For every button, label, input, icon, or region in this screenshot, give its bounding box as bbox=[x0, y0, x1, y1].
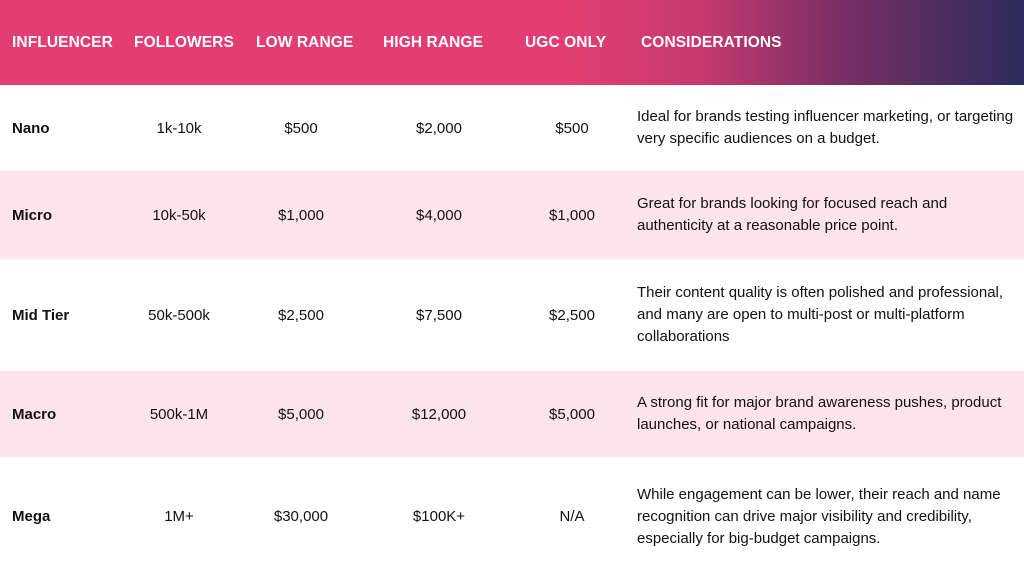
row-low-range: $30,000 bbox=[273, 508, 329, 525]
row-influencer-name: Mega bbox=[12, 508, 51, 525]
row-considerations: While engagement can be lower, their reach and name recognition can drive major visibility and credibility, especially for big-budget campaigns. bbox=[637, 485, 1001, 547]
header-followers: FOLLOWERS bbox=[134, 34, 234, 51]
row-low-range: $500 bbox=[284, 119, 318, 137]
table-row bbox=[0, 259, 1024, 371]
row-ugc-only: $500 bbox=[555, 119, 589, 137]
row-high-range: $12,000 bbox=[411, 405, 467, 423]
row-high-range: $2,000 bbox=[416, 119, 462, 137]
row-followers: 1M+ bbox=[164, 508, 194, 525]
row-followers: 500k-1M bbox=[149, 405, 209, 423]
row-high-range: $7,500 bbox=[416, 306, 462, 324]
row-followers: 1k-10k bbox=[156, 119, 202, 137]
row-low-range: $2,500 bbox=[278, 306, 324, 324]
header-ugc-only: UGC ONLY bbox=[525, 34, 607, 51]
table-row bbox=[0, 171, 1024, 259]
row-considerations: Great for brands looking for focused reach and authenticity at a reasonable price point. bbox=[637, 195, 948, 234]
row-influencer-name: Micro bbox=[12, 206, 53, 224]
row-followers: 50k-500k bbox=[148, 306, 210, 324]
header-low-range: LOW RANGE bbox=[256, 34, 354, 51]
row-high-range: $100K+ bbox=[412, 508, 466, 525]
row-influencer-name: Macro bbox=[12, 405, 57, 423]
row-influencer-name: Nano bbox=[12, 119, 50, 137]
row-ugc-only: $5,000 bbox=[549, 405, 595, 423]
table-row bbox=[0, 371, 1024, 457]
row-low-range: $1,000 bbox=[278, 206, 324, 224]
table-row bbox=[0, 457, 1024, 576]
row-influencer-name: Mid Tier bbox=[12, 306, 70, 324]
row-ugc-only: N/A bbox=[559, 508, 585, 525]
row-low-range: $5,000 bbox=[278, 405, 324, 423]
table-row bbox=[0, 85, 1024, 171]
row-considerations: Ideal for brands testing influencer marketing, or targeting very specific audiences on a budget. bbox=[637, 108, 1014, 147]
row-considerations: A strong fit for major brand awareness pushes, product launches, or national campaigns. bbox=[637, 394, 1002, 433]
header-considerations: CONSIDERATIONS bbox=[641, 34, 782, 51]
header-high-range: HIGH RANGE bbox=[383, 34, 484, 51]
row-high-range: $4,000 bbox=[416, 206, 462, 224]
row-followers: 10k-50k bbox=[152, 206, 206, 224]
header-influencer: INFLUENCER bbox=[12, 34, 113, 51]
table-header bbox=[0, 0, 1024, 85]
row-considerations: Their content quality is often polished and professional, and many are open to multi-post or multi-platform collaborations bbox=[637, 284, 1004, 345]
row-ugc-only: $1,000 bbox=[549, 206, 595, 224]
row-ugc-only: $2,500 bbox=[549, 306, 595, 324]
